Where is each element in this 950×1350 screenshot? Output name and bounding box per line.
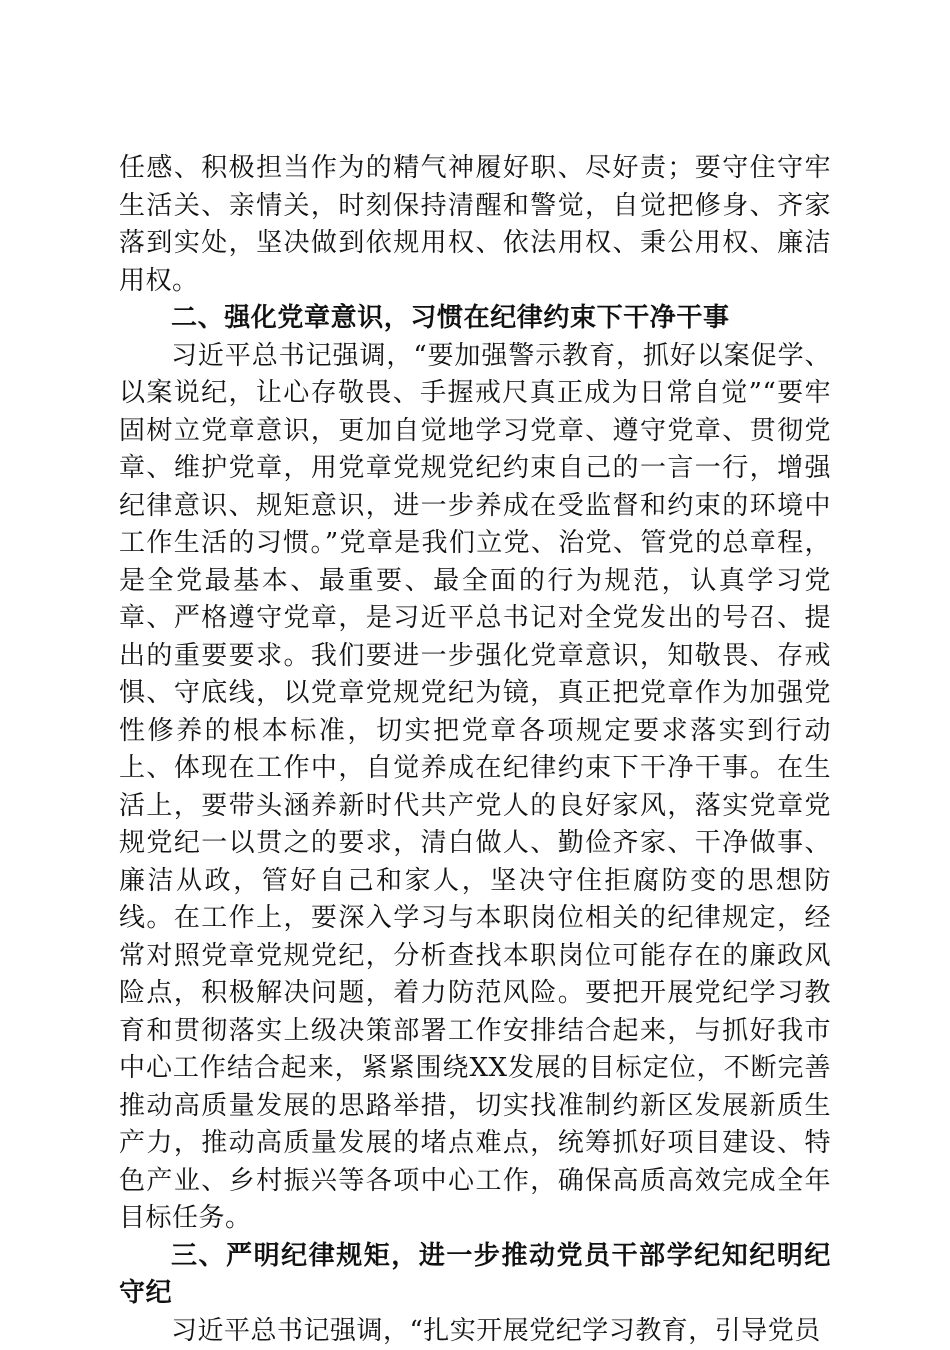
section-heading-3: 三、严明纪律规矩，进一步推动党员干部学纪知纪明纪守纪	[119, 1238, 831, 1313]
section-heading-2: 二、强化党章意识，习惯在纪律约束下干净干事	[119, 300, 831, 338]
document-page	[119, 150, 831, 1350]
paragraph-body-start: 习近平总书记强调，“扎实开展党纪学习教育，引导党员	[119, 1313, 831, 1350]
paragraph-body: 习近平总书记强调，“要加强警示教育，抓好以案促学、以案说纪，让心存敬畏、手握戒尺真正成为日常自觉”“要牢固树立党章意识，更加自觉地学习党章、遵守党章、贯彻党章、维护党章，用党章党规党纪约束自己的一言一行，增强纪律意识、规矩意识，进一步养成在受监督和约束的环境中工作生活的习惯。”党章是我们立党、治党、管党的总章程，是全党最基本、最重要、最全面的行为规范，认真学习党章、严格遵守党章，是习近平总书记对全党发出的号召、提出的重要要求。我们要进一步强化党章意识，知敬畏、存戒惧、守底线，以党章党规党纪为镜，真正把党章作为加强党性修养的根本标准，切实把党章各项规定要求落实到行动上、体现在工作中，自觉养成在纪律约束下干净干事。在生活上，要带头涵养新时代共产党人的良好家风，落实党章党规党纪一以贯之的要求，清白做人、勤俭齐家、干净做事、廉洁从政，管好自己和家人，坚决守住拒腐防变的思想防线。在工作上，要深入学习与本职岗位相关的纪律规定，经常对照党章党规党纪，分析查找本职岗位可能存在的廉政风险点，积极解决问题，着力防范风险。要把开展党纪学习教育和贯彻落实上级决策部署工作安排结合起来，与抓好我市中心工作结合起来，紧紧围绕XX发展的目标定位，不断完善推动高质量发展的思路举措，切实找准制约新区发展新质生产力，推动高质量发展的堵点难点，统筹抓好项目建设、特色产业、乡村振兴等各项中心工作，确保高质高效完成全年目标任务。	[119, 338, 831, 1238]
paragraph-continued: 任感、积极担当作为的精气神履好职、尽好责；要守住守牢生活关、亲情关，时刻保持清醒和警觉，自觉把修身、齐家落到实处，坚决做到依规用权、依法用权、秉公用权、廉洁用权。	[119, 150, 831, 300]
